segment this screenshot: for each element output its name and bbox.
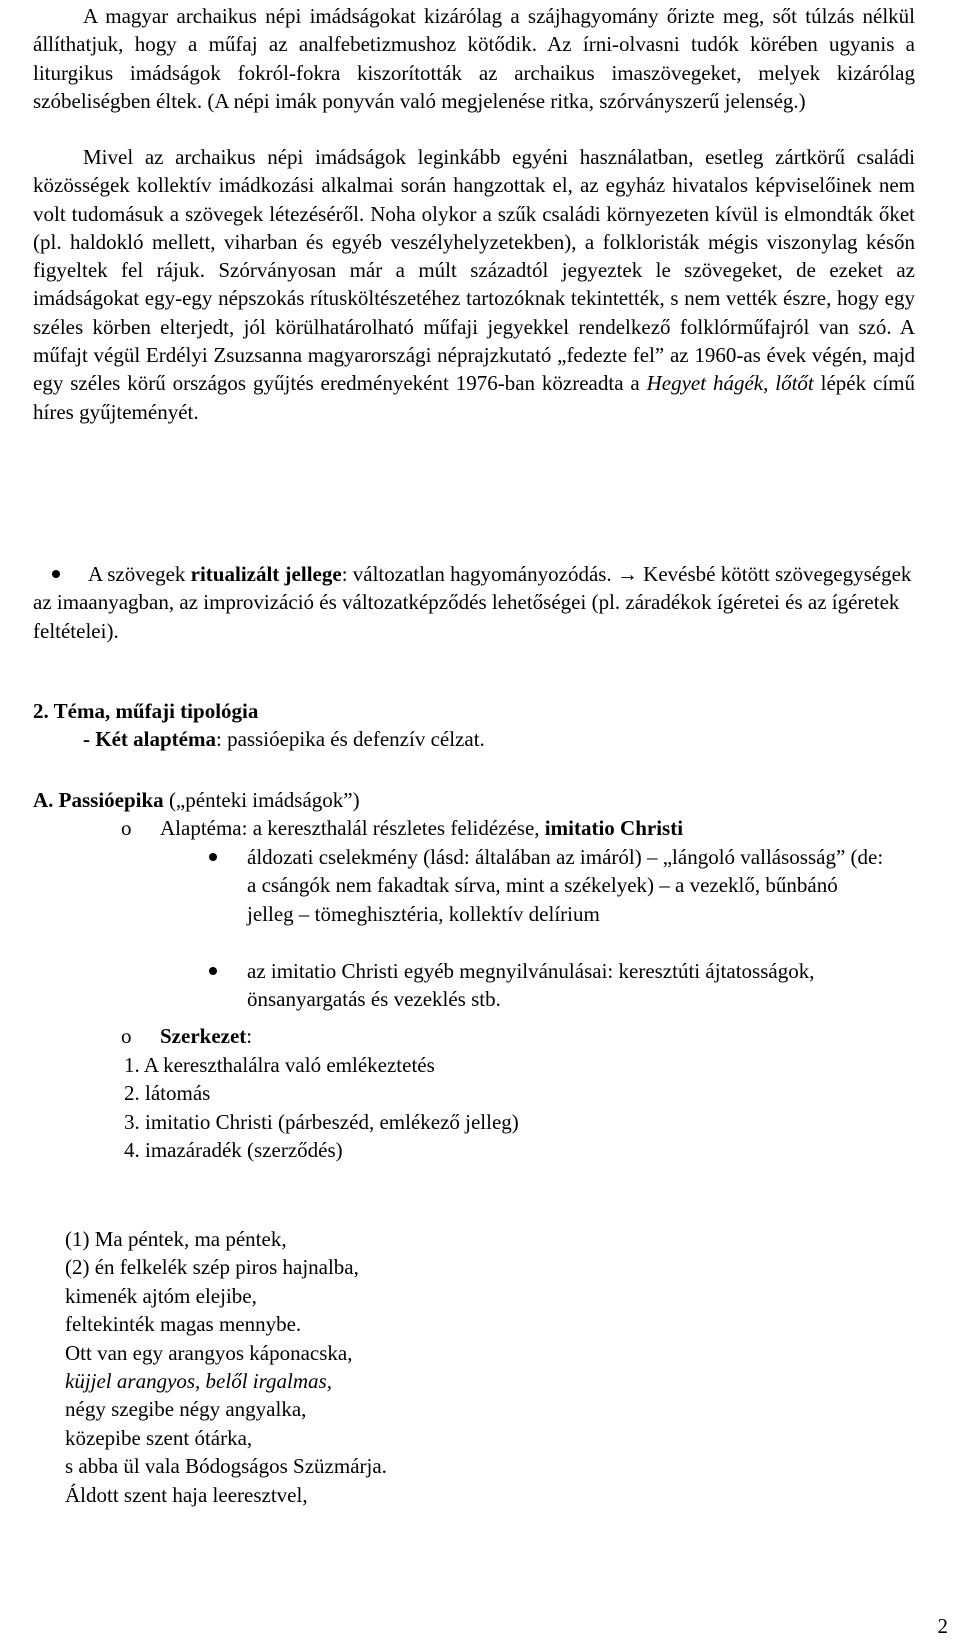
poem (65, 1225, 765, 1509)
intro-paragraph-1 (33, 2, 915, 142)
intro-p2-end: lépék című híres gyűjteményét. (33, 371, 916, 424)
ritual-bullet-text (33, 560, 915, 645)
structure-item: 4. imazáradék (szerződés) (124, 1137, 343, 1162)
item1-pre: Alaptéma: a kereszthalál részletes felidézése, (160, 816, 545, 840)
section-2 (33, 697, 915, 754)
poem-line: Áldott szent haja leeresztvel, (65, 1482, 308, 1507)
structure-item: 2. látomás (124, 1081, 211, 1106)
item1-text (160, 814, 960, 842)
o-marker: o (121, 816, 132, 840)
ritual-bold: ritualizált jellege (190, 562, 342, 586)
sub-post: : passióepika és defenzív célzat. (215, 727, 485, 752)
page-number: 2 (937, 1614, 948, 1638)
structure-item: 3. imitatio Christi (párbeszéd, emlékező jelleg) (124, 1109, 519, 1134)
poem-line: kimenék ajtóm elejibe, (65, 1283, 257, 1308)
section-2-heading-text: 2. Téma, műfaji tipológia (33, 699, 259, 723)
section-a-rest: („pénteki imádságok”) (163, 788, 360, 812)
section-a-bold: A. Passióepika (33, 788, 164, 812)
bullet-dot-icon (209, 853, 217, 861)
item2-bold: Szerkezet (160, 1024, 247, 1048)
section-a-item-2 (0, 1022, 960, 1050)
sub-bullet-1-text: áldozati cselekmény (lásd: általában az imáról) – „lángoló vallásosság” (de: a csángók nem fakadtak sírva, mint a székelyek) – a vezeklő, bűnbánó jelleg – tömeghisztéria, kollektív delírium (247, 845, 884, 926)
sub-bold: alaptéma (133, 727, 216, 752)
poem-line: küjjel arangyos, belől irgalmas, (65, 1369, 332, 1394)
bullet-dot-icon (52, 570, 60, 578)
structure-list (124, 1051, 824, 1164)
sub-bullet-2-text: az imitatio Christi egyéb megnyilvánulásai: keresztúti ájtatosságok, önsanyargatás és vezeklés stb. (247, 959, 815, 1012)
sub-dash: - Két (83, 727, 134, 752)
poem-line: s abba ül vala Bódogságos Szüzmárja. (65, 1454, 387, 1479)
section-2-subline (33, 725, 915, 753)
structure-item: 1. A kereszthalálra való emlékeztetés (124, 1053, 435, 1077)
ritual-bullet (33, 560, 915, 670)
ritual-pre: A szövegek (88, 562, 191, 586)
intro-p2-text (33, 143, 915, 426)
o-marker: o (121, 1024, 132, 1048)
item2-colon: : (246, 1024, 253, 1048)
item1-bold: imitatio Christi (544, 816, 684, 840)
intro-p1-text: A magyar archaikus népi imádságokat kizárólag a szájhagyomány őrizte meg, sőt túlzás nélkül állíthatjuk, hogy a műfaj az analfebetizmushoz kötődik. Az írni-olvasni tudók körében ugyanis a liturgikus imádságok fokról-fokra kiszorították az archaikus imaszövegeket, melyek kizárólag szóbeliségben éltek. (A népi imák ponyván való megjelenése ritka, szórványszerű jelenség.) (33, 4, 915, 113)
book-title: Hegyet hágék, lőtőt (646, 371, 814, 396)
section-2-heading (33, 697, 915, 725)
section-a-label (33, 786, 915, 814)
poem-line: Ott van egy arangyos káponacska, (65, 1340, 353, 1365)
poem-line: feltekinték magas mennybe. (65, 1312, 302, 1337)
sub-bullet-2 (0, 957, 960, 1014)
poem-line: (2) én felkelék szép piros hajnalba, (65, 1255, 359, 1280)
sub-bullet-1 (0, 843, 960, 928)
intro-paragraph-2 (33, 143, 915, 513)
poem-line: közepibe szent ótárka, (65, 1425, 253, 1450)
bullet-dot-icon (209, 967, 217, 975)
item2-text (160, 1022, 960, 1050)
poem-line: (1) Ma péntek, ma péntek, (65, 1227, 287, 1251)
intro-p2-start: Mivel az archaikus népi imádságok leginkább egyéni használatban, esetleg zártkörű családi közösségek kollektív imádkozási alkalmai során hangzottak el, az egyház hivatalos képviselőinek nem volt tudomásuk a szövegek létezéséről. Noha olykor a szűk családi környezeten kívül is elmondták őket (pl. haldokló mellett, viharban és egyéb veszélyhelyzetekben), a folkloristák mégis viszonylag későn figyeltek fel rájuk. Szórványosan már a múlt századtól jegyeztek le szövegeket, de ezeket az imádságokat egy-egy népszokás rítusköltészetéhez tartozóknak tekintették, s nem vették észre, hogy egy széles körben elterjedt, jól körülhatárolható műfaji jegyekkel rendelkező folklórműfajról van szó. A műfajt végül Erdélyi Zsuzsanna magyarországi néprajzkutató „fedezte fel” az 1960-as évek végén, majd egy széles körű országos gyűjtés eredményeként 1976-ban közreadta a (33, 145, 915, 396)
section-a-label-text (33, 786, 915, 814)
poem-line: négy szegibe négy angyalka, (65, 1397, 307, 1422)
ritual-post: : változatlan hagyományozódás. → Kevésbé kötött szövegegységek az imaanyagban, az improvizáció és változatképződés lehetőségei (pl. záradékok ígéretei és az ígéretek feltételei). (33, 562, 912, 643)
section-a-item-1 (0, 814, 960, 842)
